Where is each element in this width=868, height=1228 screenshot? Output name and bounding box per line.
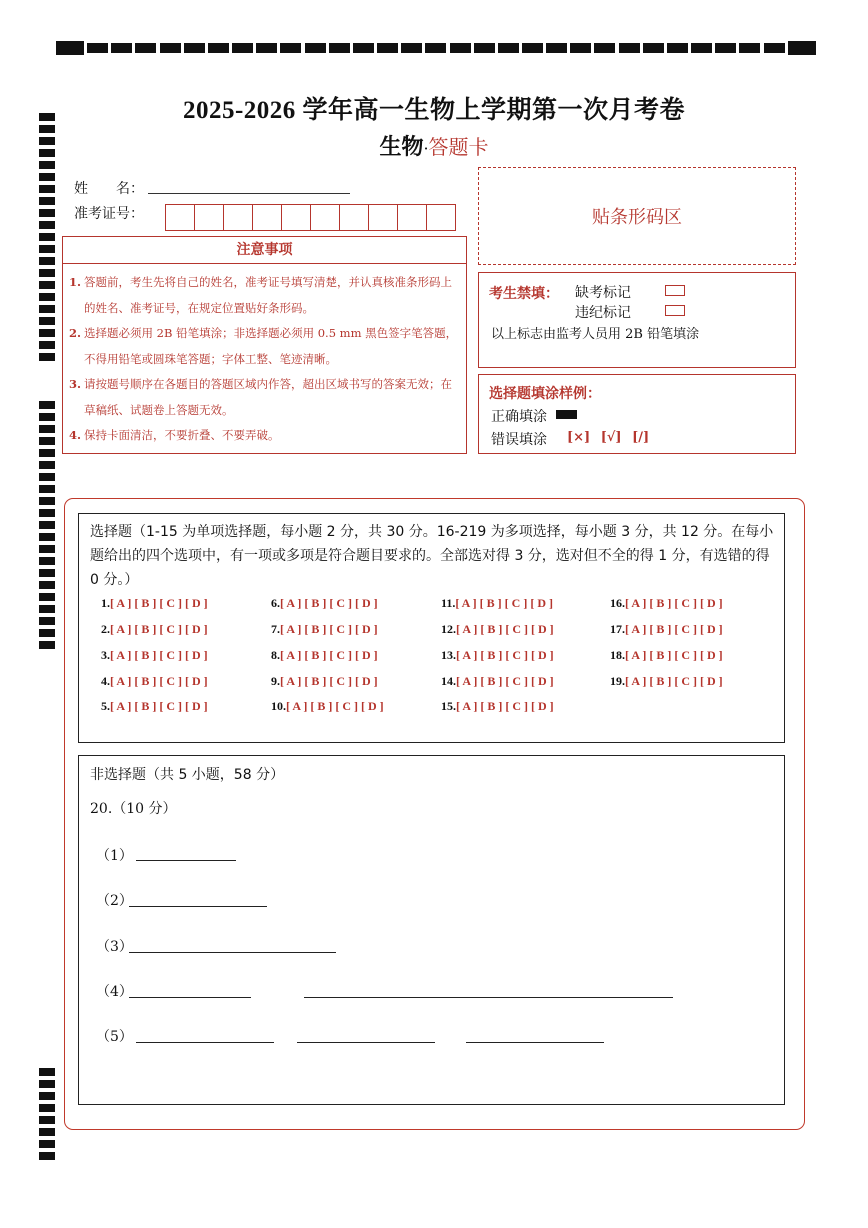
question-number: 11. (441, 596, 456, 610)
timing-mark (39, 533, 55, 541)
question-number: 7. (271, 622, 280, 636)
timing-mark (39, 581, 55, 589)
timing-mark (56, 41, 84, 55)
timing-mark (39, 545, 55, 553)
examinee-forbidden-box (478, 272, 796, 368)
timing-mark (546, 43, 567, 53)
timing-mark (160, 43, 181, 53)
top-timing-marks (56, 41, 816, 55)
question-number: 15. (441, 699, 456, 713)
part-4-label: （4） (96, 984, 133, 1000)
choice-question-14[interactable] (441, 674, 554, 689)
exam-id-boxes[interactable] (165, 204, 456, 231)
choice-question-13[interactable] (441, 648, 554, 663)
choice-question-5[interactable] (101, 699, 208, 714)
answer-options[interactable]: [ A ] [ B ] [ C ] [ D ] (625, 674, 723, 688)
question-number: 5. (101, 699, 110, 713)
timing-mark (39, 341, 55, 349)
non-choice-section (78, 755, 785, 1105)
answer-card-label: 答题卡 (428, 135, 489, 159)
timing-mark (39, 1104, 55, 1112)
choice-question-1[interactable] (101, 596, 208, 611)
part-3-answer-line[interactable] (129, 952, 336, 953)
part-1-answer-line[interactable] (136, 860, 236, 861)
id-digit-box[interactable] (311, 205, 340, 230)
timing-mark (39, 257, 55, 265)
timing-mark (425, 43, 446, 53)
timing-mark (39, 413, 55, 421)
answer-options[interactable]: [ A ] [ B ] [ C ] [ D ] (110, 622, 208, 636)
timing-mark (39, 329, 55, 337)
forbidden-title: 考生禁填： (489, 286, 559, 302)
question-number: 6. (271, 596, 280, 610)
choice-question-17[interactable] (610, 622, 723, 637)
timing-mark (39, 437, 55, 445)
timing-mark (39, 461, 55, 469)
timing-mark (39, 497, 55, 505)
question-number: 18. (610, 648, 625, 662)
part-5-answer-line-b[interactable] (297, 1042, 435, 1043)
timing-mark (39, 245, 55, 253)
timing-mark (715, 43, 736, 53)
timing-mark (280, 43, 301, 53)
timing-mark (643, 43, 664, 53)
part-2-label: （2） (96, 893, 133, 909)
page-title: 2025-2026 学年高一生物上学期第一次月考卷 (182, 97, 686, 124)
choice-question-16[interactable] (610, 596, 723, 611)
timing-mark (208, 43, 229, 53)
question-number: 14. (441, 674, 456, 688)
choice-question-4[interactable] (101, 674, 208, 689)
part-4-answer-line-a[interactable] (129, 997, 251, 998)
choice-question-11[interactable] (441, 596, 553, 611)
answer-options[interactable]: [ A ] [ B ] [ C ] [ D ] (625, 596, 723, 610)
wrong-fill-marks: [×] [√] [/] (567, 430, 650, 445)
part-1-label: （1） (96, 848, 133, 864)
correct-fill-mark (556, 410, 577, 419)
question-number: 19. (610, 674, 625, 688)
id-digit-box[interactable] (340, 205, 369, 230)
answer-options[interactable]: [ A ] [ B ] [ C ] [ D ] (110, 699, 208, 713)
answer-options[interactable]: [ A ] [ B ] [ C ] [ D ] (280, 622, 378, 636)
id-digit-box[interactable] (253, 205, 282, 230)
timing-mark (232, 43, 253, 53)
timing-mark (498, 43, 519, 53)
timing-mark (39, 1140, 55, 1148)
timing-mark (87, 43, 108, 53)
timing-mark (594, 43, 615, 53)
wrong-fill-label: 错误填涂 (491, 432, 547, 448)
answer-options[interactable]: [ A ] [ B ] [ C ] [ D ] (110, 648, 208, 662)
subject-label: 生物 (379, 134, 424, 160)
timing-mark (39, 353, 55, 361)
timing-mark (39, 281, 55, 289)
timing-mark (111, 43, 132, 53)
choice-question-2[interactable] (101, 622, 208, 637)
question-number: 9. (271, 674, 280, 688)
timing-mark (377, 43, 398, 53)
fill-sample-box (478, 374, 796, 454)
timing-mark (39, 593, 55, 601)
timing-mark (39, 269, 55, 277)
answer-options[interactable]: [ A ] [ B ] [ C ] [ D ] (110, 674, 208, 688)
notice-list (63, 264, 466, 449)
name-field[interactable] (148, 193, 350, 194)
timing-mark (39, 209, 55, 217)
answer-options[interactable]: [ A ] [ B ] [ C ] [ D ] (456, 648, 554, 662)
question-number: 12. (441, 622, 456, 636)
barcode-area (478, 167, 796, 265)
part-5-label: （5） (96, 1029, 133, 1045)
timing-mark (39, 233, 55, 241)
timing-mark (39, 569, 55, 577)
question-number: 4. (101, 674, 110, 688)
answer-options[interactable]: [ A ] [ B ] [ C ] [ D ] (280, 596, 378, 610)
notice-box (62, 236, 467, 454)
timing-mark (135, 43, 156, 53)
choice-question-3[interactable] (101, 648, 208, 663)
choice-question-8[interactable] (271, 648, 378, 663)
barcode-label: 贴条形码区 (592, 207, 682, 228)
timing-mark (39, 185, 55, 193)
choice-question-9[interactable] (271, 674, 378, 689)
choice-section (78, 513, 785, 743)
answer-options[interactable]: [ A ] [ B ] [ C ] [ D ] (456, 699, 554, 713)
answer-options[interactable]: [ A ] [ B ] [ C ] [ D ] (456, 622, 554, 636)
absent-mark-label: 缺考标记 (575, 285, 631, 301)
choice-question-12[interactable] (441, 622, 554, 637)
choice-question-6[interactable] (271, 596, 378, 611)
answer-options[interactable]: [ A ] [ B ] [ C ] [ D ] (286, 699, 384, 713)
timing-mark (39, 1080, 55, 1088)
non-choice-title: 非选择题（共 5 小题，58 分） (90, 767, 285, 783)
answer-options[interactable]: [ A ] [ B ] [ C ] [ D ] (456, 674, 554, 688)
timing-mark (39, 221, 55, 229)
timing-mark (39, 173, 55, 181)
subtitle-dot: · (423, 139, 429, 158)
timing-mark (39, 1128, 55, 1136)
id-digit-box[interactable] (398, 205, 427, 230)
answer-options[interactable]: [ A ] [ B ] [ C ] [ D ] (280, 674, 378, 688)
answer-options[interactable]: [ A ] [ B ] [ C ] [ D ] (625, 622, 723, 636)
timing-mark (39, 293, 55, 301)
id-digit-box[interactable] (369, 205, 398, 230)
question-number: 13. (441, 648, 456, 662)
question-number: 1. (101, 596, 110, 610)
notice-item: 3. 请按题号顺序在各题目的答题区域内作答，超出区域书写的答案无效；在草稿纸、试题卷上答题无效。 (69, 377, 452, 417)
notice-item: 1. 答题前，考生先将自己的姓名，准考证号填写清楚，并认真核准条形码上的姓名、准考证号，在规定位置贴好条形码。 (69, 275, 452, 315)
timing-mark (522, 43, 543, 53)
part-5-answer-line-c[interactable] (466, 1042, 604, 1043)
choice-instructions: 选择题（1-15 为单项选择题，每小题 2 分，共 30 分。16-219 为多项选择，每小题 3 分，共 12 分。在每小题给出的四个选项中，有一项或多项是符合题目要求的。全部选对得 3 分，选对但不全的得 1 分，有选错的得 0 分。） (90, 524, 774, 588)
answer-options[interactable]: [ A ] [ B ] [ C ] [ D ] (625, 648, 723, 662)
choice-question-15[interactable] (441, 699, 554, 714)
question-number: 8. (271, 648, 280, 662)
violation-mark-label: 违纪标记 (575, 305, 631, 321)
answer-options[interactable]: [ A ] [ B ] [ C ] [ D ] (280, 648, 378, 662)
absent-mark-box[interactable] (665, 285, 685, 296)
id-digit-box[interactable] (195, 205, 224, 230)
timing-mark (39, 509, 55, 517)
timing-mark (39, 617, 55, 625)
timing-mark (39, 521, 55, 529)
name-label: 姓 名： (74, 181, 144, 197)
part-5-answer-line-a[interactable] (136, 1042, 274, 1043)
timing-mark (305, 43, 326, 53)
correct-fill-label: 正确填涂 (491, 409, 547, 425)
id-digit-box[interactable] (427, 205, 455, 230)
choice-question-7[interactable] (271, 622, 378, 637)
timing-mark (739, 43, 760, 53)
sample-title: 选择题填涂样例： (489, 386, 601, 402)
id-digit-box[interactable] (282, 205, 311, 230)
notice-item: 4. 保持卡面清洁，不要折叠、不要弄破。 (69, 428, 280, 442)
timing-mark (39, 401, 55, 409)
notice-title: 注意事项 (63, 237, 466, 264)
timing-mark (474, 43, 495, 53)
question-number: 10. (271, 699, 286, 713)
timing-mark (39, 305, 55, 313)
timing-mark (39, 605, 55, 613)
question-number: 3. (101, 648, 110, 662)
timing-mark (39, 485, 55, 493)
timing-mark (39, 425, 55, 433)
timing-mark (691, 43, 712, 53)
part-4-answer-line-b[interactable] (304, 997, 673, 998)
timing-mark (39, 629, 55, 637)
question-number: 16. (610, 596, 625, 610)
left-timing-marks-lower (39, 1068, 55, 1160)
question-20-label: 20.（10 分） (90, 801, 177, 817)
timing-mark (39, 641, 55, 649)
choice-question-19[interactable] (610, 674, 723, 689)
left-timing-marks-middle (39, 401, 55, 649)
timing-mark (667, 43, 688, 53)
part-2-answer-line[interactable] (129, 906, 267, 907)
timing-mark (570, 43, 591, 53)
timing-mark (788, 41, 816, 55)
timing-mark (619, 43, 640, 53)
choice-question-10[interactable] (271, 699, 384, 714)
timing-mark (184, 43, 205, 53)
part-3-label: （3） (96, 939, 133, 955)
timing-mark (39, 449, 55, 457)
answer-options[interactable]: [ A ] [ B ] [ C ] [ D ] (110, 596, 208, 610)
timing-mark (401, 43, 422, 53)
timing-mark (39, 557, 55, 565)
timing-mark (353, 43, 374, 53)
timing-mark (39, 161, 55, 169)
timing-mark (39, 197, 55, 205)
timing-mark (39, 1068, 55, 1076)
forbidden-note: 以上标志由监考人员用 2B 铅笔填涂 (491, 327, 700, 342)
timing-mark (39, 317, 55, 325)
page-subtitle (0, 130, 868, 161)
timing-mark (450, 43, 471, 53)
id-digit-box[interactable] (224, 205, 253, 230)
timing-mark (39, 1116, 55, 1124)
question-number: 2. (101, 622, 110, 636)
timing-mark (39, 473, 55, 481)
timing-mark (39, 1152, 55, 1160)
question-number: 17. (610, 622, 625, 636)
exam-id-label: 准考证号： (74, 206, 144, 222)
timing-mark (256, 43, 277, 53)
answer-options[interactable]: [ A ] [ B ] [ C ] [ D ] (455, 596, 553, 610)
timing-mark (764, 43, 785, 53)
choice-question-18[interactable] (610, 648, 723, 663)
timing-mark (39, 1092, 55, 1100)
notice-item: 2. 选择题必须用 2B 铅笔填涂；非选择题必须用 0.5 mm 黑色签字笔答题，不得用铅笔或圆珠笔答题；字体工整、笔迹清晰。 (69, 326, 458, 366)
id-digit-box[interactable] (166, 205, 195, 230)
timing-mark (329, 43, 350, 53)
violation-mark-box[interactable] (665, 305, 685, 316)
